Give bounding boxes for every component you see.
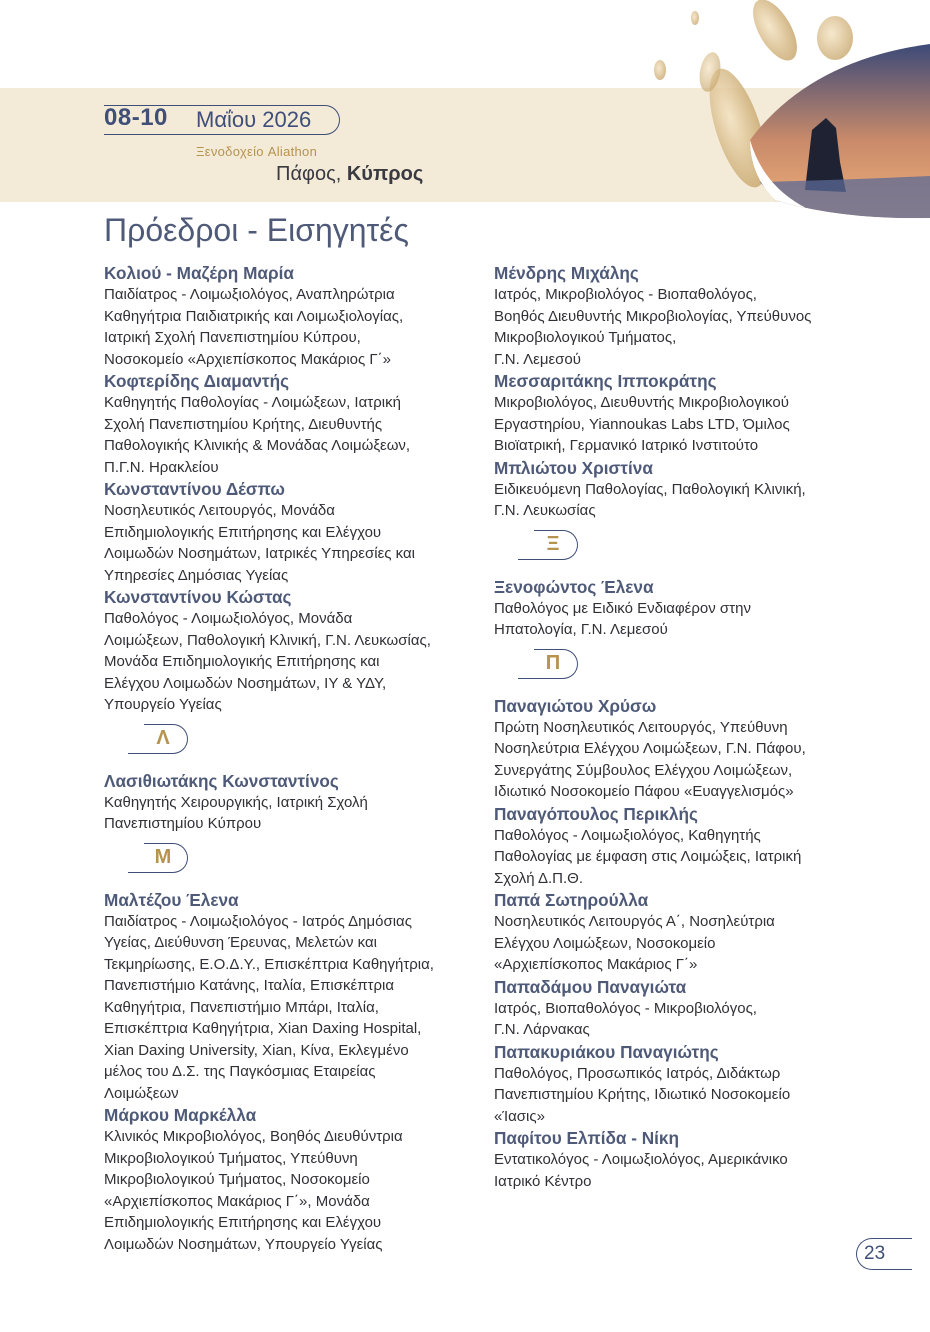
affiliation-line: Υγείας, Διεύθυνση Έρευνας, Μελετών και xyxy=(104,934,377,951)
event-month-year: Μαΐου 2026 xyxy=(196,107,312,132)
entries-group xyxy=(494,262,854,522)
affiliation-line: Ηπατολογία, Γ.Ν. Λεμεσού xyxy=(494,621,668,638)
speaker-name: Παπά Σωτηρούλλα xyxy=(494,890,649,910)
bacterium-shape xyxy=(654,60,666,80)
entries-group xyxy=(494,695,854,1193)
affiliation-line: Παθολόγος - Λοιμωξιολόγος, Καθηγητής xyxy=(494,826,761,844)
page-title: Πρόεδροι - Εισηγητές xyxy=(104,212,409,248)
affiliation-line: «Αρχιεπίσκοπος Μακάριος Γ΄», Μονάδα xyxy=(104,1192,370,1210)
affiliation-line: Ελέγχου Λοιμώξεων, Νοσοκομείο xyxy=(494,934,716,952)
affiliation-line: μέλος του Δ.Σ. της Παγκόσμιας Εταιρείας xyxy=(104,1063,376,1080)
event-days: 08-10 xyxy=(104,104,168,131)
affiliation-line: Πρώτη Νοσηλευτικός Λειτουργός, Υπεύθυνη xyxy=(494,718,788,736)
affiliation-line: Xian Daxing University, Xian, Κίνα, Εκλεγμένο xyxy=(104,1041,409,1059)
speaker-affiliation xyxy=(104,284,474,370)
speaker-name: Κοφτερίδης Διαμαντής xyxy=(104,371,290,391)
affiliation-line: Παθολογικής Κλινικής & Μονάδας Λοιμώξεων, xyxy=(104,437,411,454)
entries-group xyxy=(104,262,474,716)
speaker-entry xyxy=(104,586,474,716)
speaker-entry xyxy=(494,1127,854,1192)
affiliation-line: Λοιμώξεων, Παθολογική Κλινική, Γ.Ν. Λευκωσίας, xyxy=(104,631,431,649)
affiliation-line: Παιδίατρος - Λοιμωξιολόγος, Αναπληρώτρια xyxy=(104,286,395,303)
speaker-name: Λασιθιωτάκης Κωνσταντίνος xyxy=(104,770,339,791)
speaker-entry xyxy=(494,976,854,1041)
affiliation-line: Κλινικός Μικροβιολόγος, Βοηθός Διευθύντρια xyxy=(104,1128,403,1145)
speaker-entry xyxy=(494,803,854,890)
affiliation-line: Π.Γ.Ν. Ηρακλείου xyxy=(104,458,219,476)
speaker-affiliation xyxy=(494,479,854,522)
entries-group xyxy=(104,770,474,835)
event-city: Πάφος, xyxy=(276,163,342,185)
speaker-affiliation xyxy=(494,1063,854,1128)
affiliation-line: Βοηθός Διευθυντής Μικροβιολογίας, Υπεύθυνος xyxy=(494,307,812,325)
speaker-affiliation xyxy=(494,1149,854,1192)
affiliation-line: Καθηγήτρια Παιδιατρικής και Λοιμωξιολογίας, xyxy=(104,307,404,325)
speaker-entry xyxy=(494,695,854,803)
speaker-name: Παφίτου Ελπίδα - Νίκη xyxy=(494,1128,680,1148)
affiliation-line: Λοιμωδών Νοσημάτων, Ιατρικές Υπηρεσίες και xyxy=(104,545,415,562)
speaker-entry xyxy=(494,889,854,976)
affiliation-line: Σχολή Πανεπιστημίου Κρήτης, Διευθυντής xyxy=(104,415,383,433)
speaker-affiliation xyxy=(104,392,474,478)
speaker-affiliation xyxy=(104,792,474,835)
affiliation-line: Νοσοκομείο «Αρχιεπίσκοπος Μακάριος Γ΄» xyxy=(104,350,391,368)
page-number xyxy=(856,1238,914,1272)
speaker-affiliation xyxy=(104,911,474,1105)
speaker-name: Μπλιώτου Χριστίνα xyxy=(494,457,653,478)
affiliation-line: Εργαστηρίου, Yiannoukas Labs LTD, Όμιλος xyxy=(494,415,790,433)
bacterium-shape xyxy=(817,16,853,60)
speaker-affiliation xyxy=(494,717,854,803)
affiliation-line: Επισκέπτρια Καθηγήτρια, Xian Daxing Hospital, xyxy=(104,1020,422,1037)
left-column xyxy=(104,262,474,1255)
affiliation-line: Παθολόγος με Ειδικό Ενδιαφέρον στην xyxy=(494,599,751,617)
affiliation-line: Νοσηλεύτρια Ελέγχου Λοιμώξεων, Γ.Ν. Πάφου, xyxy=(494,740,806,757)
affiliation-line: Νοσηλευτικός Λειτουργός, Μονάδα xyxy=(104,502,335,519)
event-venue: Ξενοδοχείο Aliathon xyxy=(196,144,318,159)
affiliation-line: Ιδιωτικό Νοσοκομείο Πάφου «Ευαγγελισμός» xyxy=(494,783,794,800)
letter-divider-mu xyxy=(104,843,474,877)
affiliation-line: Καθηγητής Χειρουργικής, Ιατρική Σχολή xyxy=(104,793,368,811)
affiliation-line: «Αρχιεπίσκοπος Μακάριος Γ΄» xyxy=(494,956,698,973)
speaker-name: Μεσσαριτάκης Ιπποκράτης xyxy=(494,371,717,391)
event-location xyxy=(276,163,423,186)
speaker-entry xyxy=(104,889,474,1105)
divider-letter: Λ xyxy=(156,726,170,749)
speaker-name: Παπακυριάκου Παναγιώτης xyxy=(494,1041,719,1062)
affiliation-line: Μικροβιολογικού Τμήματος, xyxy=(494,329,677,346)
affiliation-line: Παθολόγος - Λοιμωξιολόγος, Μονάδα xyxy=(104,610,353,627)
speaker-name: Ξενοφώντος Έλενα xyxy=(494,576,654,597)
speaker-affiliation xyxy=(494,998,854,1041)
speaker-entry xyxy=(494,576,854,641)
speaker-name: Παναγόπουλος Περικλής xyxy=(494,803,698,824)
speaker-name: Παπαδάμου Παναγιώτα xyxy=(494,976,687,997)
speaker-name: Μάρκου Μαρκέλλα xyxy=(104,1105,257,1125)
affiliation-line: Λοιμώξεων xyxy=(104,1084,179,1102)
affiliation-line: Μικροβιολογικού Τμήματος, Υπεύθυνη xyxy=(104,1149,358,1167)
affiliation-line: Υπηρεσίες Δημόσιας Υγείας xyxy=(104,566,289,584)
affiliation-line: Ειδικευόμενη Παθολογίας, Παθολογική Κλινική, xyxy=(494,480,806,498)
affiliation-line: Υπουργείο Υγείας xyxy=(104,696,222,713)
speaker-affiliation xyxy=(494,825,854,890)
affiliation-line: Καθηγήτρια, Πανεπιστήμιο Μπάρι, Ιταλία, xyxy=(104,998,379,1016)
affiliation-line: Μικροβιολογικού Τμήματος, Νοσοκομείο xyxy=(104,1171,370,1188)
speaker-name: Παναγιώτου Χρύσω xyxy=(494,695,657,716)
speaker-name: Κωνσταντίνου Δέσπω xyxy=(104,479,285,499)
affiliation-line: Επιδημιολογικής Επιτήρησης και Ελέγχου xyxy=(104,1214,382,1231)
affiliation-line: Πανεπιστημίου Κρήτης, Ιδιωτικό Νοσοκομείο xyxy=(494,1086,791,1103)
affiliation-line: Παθολογίας με έμφαση στις Λοιμώξεις, Ιατρική xyxy=(494,848,802,865)
affiliation-line: Επιδημιολογικής Επιτήρησης και Ελέγχου xyxy=(104,523,382,541)
affiliation-line: Καθηγητής Παθολογίας - Λοιμώξεων, Ιατρική xyxy=(104,394,401,411)
speaker-affiliation xyxy=(104,1126,474,1255)
bacterium-shape xyxy=(744,0,806,67)
letter-divider-lambda xyxy=(104,724,474,758)
affiliation-line: Πανεπιστήμιο Κατάνης, Ιταλία, Επισκέπτρια xyxy=(104,977,395,994)
divider-letter: Μ xyxy=(154,845,172,868)
letter-divider-pi xyxy=(494,649,854,683)
affiliation-line: Ιατρική Σχολή Πανεπιστημίου Κύπρου, xyxy=(104,329,361,346)
affiliation-line: Ιατρός, Βιοπαθολόγος - Μικροβιολόγος, xyxy=(494,999,757,1017)
affiliation-line: Γ.Ν. Λευκωσίας xyxy=(494,502,596,519)
decorative-header-art xyxy=(600,0,930,240)
speaker-affiliation xyxy=(104,608,474,716)
affiliation-line: Σχολή Δ.Π.Θ. xyxy=(494,869,584,887)
speaker-entry xyxy=(494,262,854,370)
speaker-entry xyxy=(104,770,474,835)
affiliation-line: Τεκμηρίωσης, Ε.Ο.Δ.Υ., Επισκέπτρια Καθηγήτρια, xyxy=(104,955,434,973)
speaker-name: Μαλτέζου Έλενα xyxy=(104,889,239,910)
affiliation-line: Λοιμωδών Νοσημάτων, Υπουργείο Υγείας xyxy=(104,1235,383,1253)
affiliation-line: Συνεργάτης Σύμβουλος Ελέγχου Λοιμώξεων, xyxy=(494,761,793,779)
affiliation-line: Ελέγχου Λοιμωδών Νοσημάτων, ΙΥ & ΥΔΥ, xyxy=(104,674,387,692)
speaker-affiliation xyxy=(494,911,854,976)
speaker-entry xyxy=(494,1041,854,1128)
speaker-entry xyxy=(104,262,474,370)
affiliation-line: Γ.Ν. Λεμεσού xyxy=(494,350,581,368)
affiliation-line: Παιδίατρος - Λοιμωξιολόγος - Ιατρός Δημόσιας xyxy=(104,912,412,930)
right-column xyxy=(494,262,854,1192)
speaker-affiliation xyxy=(494,284,854,370)
speaker-name: Κωνσταντίνου Κώστας xyxy=(104,587,292,607)
speaker-entry xyxy=(104,478,474,586)
speaker-name: Κολιού - Μαζέρη Μαρία xyxy=(104,263,294,283)
affiliation-line: «Ίασις» xyxy=(494,1107,545,1125)
affiliation-line: Νοσηλευτικός Λειτουργός Α΄, Νοσηλεύτρια xyxy=(494,913,775,930)
speaker-entry xyxy=(494,457,854,522)
entries-group xyxy=(494,576,854,641)
bacterium-shape xyxy=(691,11,699,25)
affiliation-line: Βιοϊατρική, Γερμανικό Ιατρικό Ινστιτούτο xyxy=(494,437,759,454)
affiliation-line: Μονάδα Επιδημιολογικής Επιτήρησης και xyxy=(104,653,380,670)
speaker-name: Μένδρης Μιχάλης xyxy=(494,263,639,283)
affiliation-line: Μικροβιολόγος, Διευθυντής Μικροβιολογικού xyxy=(494,394,789,411)
speaker-affiliation xyxy=(494,392,854,457)
speaker-entry xyxy=(104,1104,474,1255)
affiliation-line: Εντατικολόγος - Λοιμωξιολόγος, Αμερικάνικο xyxy=(494,1151,788,1168)
letter-divider-xi xyxy=(494,530,854,564)
speaker-entry xyxy=(104,370,474,478)
affiliation-line: Παθολόγος, Προσωπικός Ιατρός, Διδάκτωρ xyxy=(494,1064,781,1082)
affiliation-line: Πανεπιστημίου Κύπρου xyxy=(104,815,262,832)
speaker-affiliation xyxy=(104,500,474,586)
speaker-entry xyxy=(494,370,854,457)
speaker-affiliation xyxy=(494,598,854,641)
entries-group xyxy=(104,889,474,1256)
affiliation-line: Ιατρός, Μικροβιολόγος - Βιοπαθολόγος, xyxy=(494,286,757,303)
event-country: Κύπρος xyxy=(346,163,424,185)
divider-letter: Π xyxy=(545,651,561,674)
affiliation-line: Γ.Ν. Λάρνακας xyxy=(494,1021,590,1038)
divider-letter: Ξ xyxy=(546,532,560,555)
affiliation-line: Ιατρικό Κέντρο xyxy=(494,1172,592,1190)
page-number-text: 23 xyxy=(864,1243,886,1264)
